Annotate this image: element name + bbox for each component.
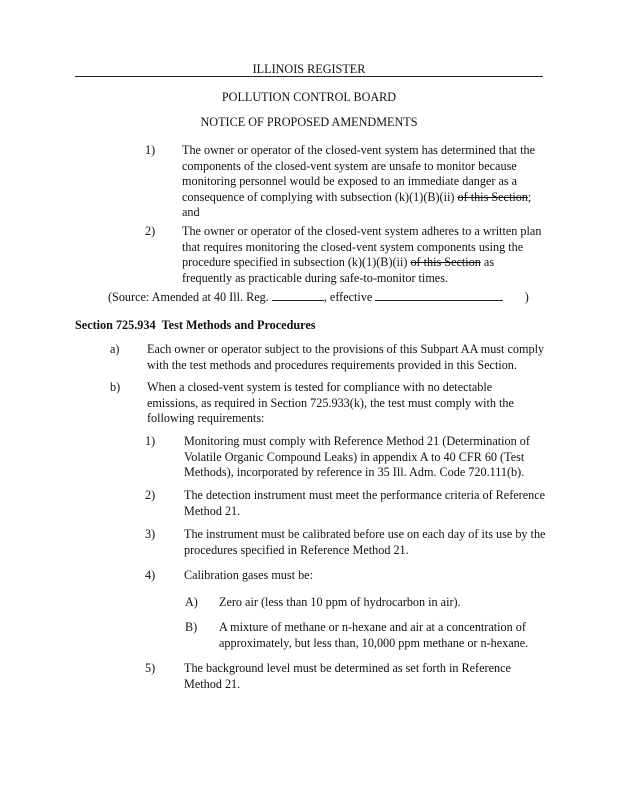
- sub-item-5-number: 5): [145, 661, 156, 675]
- gas-a-number: A): [185, 595, 198, 609]
- sub-item-2-text: The detection instrument must meet the performance criteria of Reference Method 21.: [184, 488, 546, 518]
- header-rule: [75, 76, 543, 77]
- item-2-number: 2): [145, 224, 156, 238]
- sub-item-1-number: 1): [145, 434, 156, 448]
- item-2-text-a: The owner or operator of the closed-vent system adheres to a written plan that requires monitoring the closed-vent system components using the procedure specified in subsection (k)(1)(B)(ii): [182, 224, 542, 269]
- source-prefix: (Source: Amended at 40 Ill. Reg.: [108, 290, 272, 304]
- sub-item-4-number: 4): [145, 568, 156, 582]
- sub-item-3-text: The instrument must be calibrated before use on each day of its use by the procedures specified in Reference Method 21.: [184, 527, 546, 557]
- sub-item-2-number: 2): [145, 488, 156, 502]
- section-number: Section 725.934: [75, 318, 156, 332]
- section-heading: [75, 318, 316, 334]
- source-line: [108, 290, 548, 306]
- section-title: Test Methods and Procedures: [161, 318, 316, 332]
- para-a-text: Each owner or operator subject to the provisions of this Subpart AA must comply with the test methods and procedures requirements provided in this Section.: [147, 342, 545, 372]
- source-middle: , effective: [323, 290, 376, 304]
- sub-item-1-text: Monitoring must comply with Reference Method 21 (Determination of Volatile Organic Compound Leaks) in appendix A to 40 CFR 60 (Test Methods), incorporated by reference in 35 Ill. Adm. Code 720.111(b).: [184, 434, 530, 479]
- sub-item-4-text: Calibration gases must be:: [184, 568, 313, 582]
- board-title: POLLUTION CONTROL BOARD: [221, 90, 397, 104]
- notice-title: NOTICE OF PROPOSED AMENDMENTS: [200, 115, 418, 129]
- source-suffix: ): [524, 290, 529, 304]
- gas-a-text: Zero air (less than 10 ppm of hydrocarbon in air).: [219, 595, 461, 609]
- para-b-text: When a closed-vent system is tested for compliance with no detectable emissions, as required in Section 725.933(k), the test must comply with the following requirements:: [147, 380, 514, 425]
- item-1-text-b: ; and: [182, 189, 532, 219]
- gas-b-text: A mixture of methane or n-hexane and air at a concentration of approximately, but less than, 10,000 ppm methane or n-hexane.: [219, 620, 529, 650]
- item-1-text: [182, 143, 544, 221]
- gas-b-number: B): [185, 620, 198, 634]
- register-title: ILLINOIS REGISTER: [252, 62, 366, 76]
- item-2-text-b: as frequently as practicable during safe-to-monitor times.: [182, 255, 495, 285]
- item-2-struck: of this Section: [410, 255, 481, 269]
- item-1-struck: of this Section: [457, 189, 528, 204]
- para-a-number: a): [110, 342, 120, 356]
- sub-item-3-number: 3): [145, 527, 156, 541]
- para-b-number: b): [110, 380, 121, 394]
- effective-date-blank: [375, 290, 503, 301]
- item-1-text-a: The owner or operator of the closed-vent system has determined that the components of the closed-vent system are unsafe to monitor because monitoring personnel would be exposed to an immediate danger as a consequence of complying with subsection (k)(1)(B)(ii): [182, 143, 535, 204]
- sub-item-5-text: The background level must be determined as set forth in Reference Method 21.: [184, 661, 511, 691]
- item-2-text: [182, 224, 544, 286]
- item-1-number: 1): [145, 143, 156, 157]
- register-blank: [272, 290, 324, 301]
